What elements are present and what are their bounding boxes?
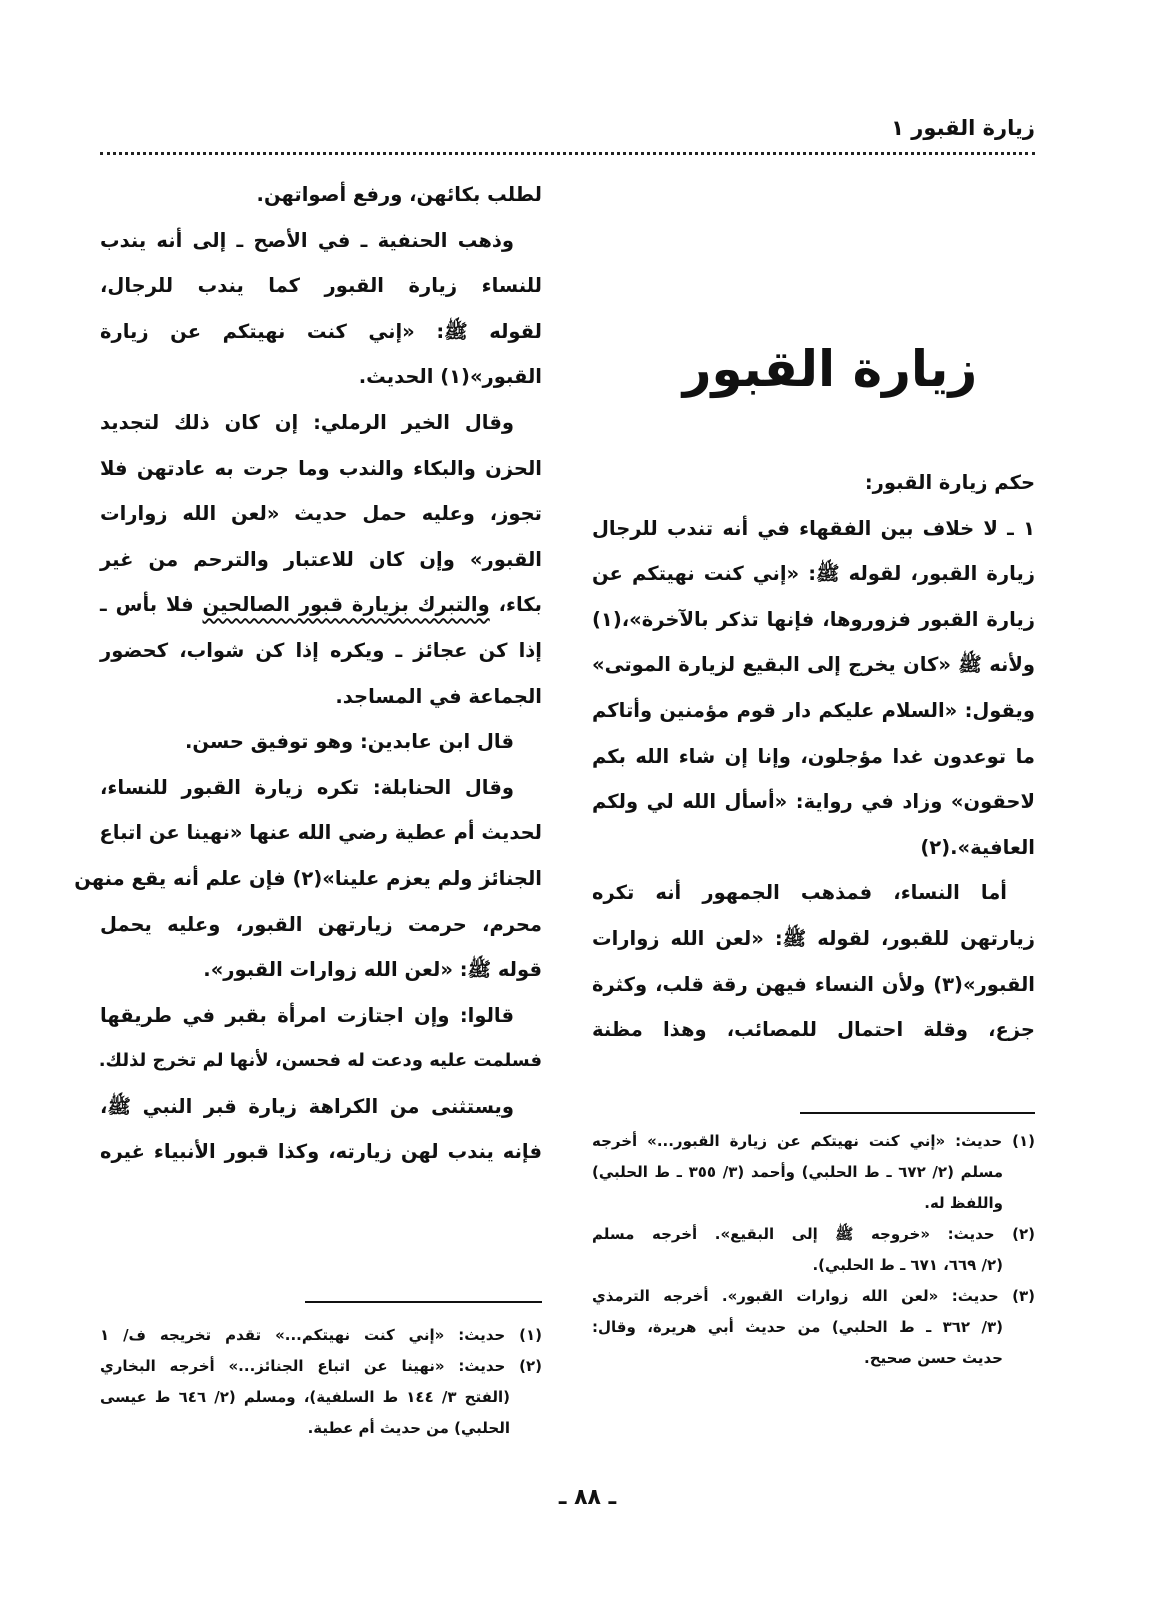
text-line: زيارتهن للقبور، لقوله ﷺ: «لعن الله زوارات [592,926,1035,950]
footnote-rule-right [800,1112,1035,1114]
text-line: زيارة القبور فزوروها، فإنها تذكر بالآخرة»،(١) [592,607,1035,631]
text-line: الحزن والبكاء والندب وما جرت به عادتهن فلا [100,456,542,480]
header-dotted-divider [100,152,1035,155]
text-line: ويقول: «السلام عليكم دار قوم مؤمنين وأتاكم [592,698,1035,722]
text-line: لقوله ﷺ: «إني كنت نهيتكم عن زيارة [100,319,542,343]
text-line: زيارة القبور، لقوله ﷺ: «إني كنت نهيتكم عن [592,562,1035,586]
footnotes-left [100,1320,542,1444]
text-line: لحديث أم عطية رضي الله عنها «نهينا عن اتباع [99,821,542,845]
footnote-line: (٣) حديث: «لعن الله زوارات القبور». أخرجه الترمذي [592,1287,1035,1305]
text-segment: فلا بأس ـ [100,593,203,617]
text-line: تجوز، وعليه حمل حديث «لعن الله زوارات [100,502,542,526]
text-line: الجماعة في المساجد. [335,684,542,708]
running-head: زيارة القبور ١ [891,116,1035,140]
footnote-rule-left [305,1301,542,1303]
footnote-line: (١) حديث: «إني كنت نهيتكم...» تقدم تخريجه ف/ ١ [100,1326,542,1344]
text-line: قالوا: وإن اجتازت امرأة بقبر في طريقها [100,1003,514,1027]
text-line: وقال الحنابلة: تكره زيارة القبور للنساء، [100,775,514,799]
text-line: لطلب بكائهن، ورفع أصواتهن. [256,183,542,206]
text-line: ما توعدون غدا مؤجلون، وإنا إن شاء الله بكم [592,744,1035,768]
footnote-line: واللفظ له. [924,1194,1003,1212]
text-line: قوله ﷺ: «لعن الله زوارات القبور». [203,958,542,982]
text-line: ولأنه ﷺ «كان يخرج إلى البقيع لزيارة الموتى» [592,653,1035,677]
right-column [592,460,1035,1053]
text-line: لاحقون» وزاد في رواية: «أسأل الله لي ولكم [592,790,1035,814]
footnote-line: (٣/ ٣٦٢ ـ ط الحلبي) من حديث أبي هريرة، وقال: [592,1318,1003,1336]
text-line: القبور» وإن كان للاعتبار والترحم من غير [100,547,542,571]
text-line: قال ابن عابدين: وهو توفيق حسن. [185,730,514,754]
footnote-line: (٢) حديث: «نهينا عن اتباع الجنائز...» أخرجه البخاري [100,1357,542,1375]
text-line: القبور»(٣) ولأن النساء فيهن رقة قلب، وكثرة [592,972,1035,996]
footnote-line: (الفتح ٣/ ١٤٤ ط السلفية)، ومسلم (٢/ ٦٤٦ ط عيسى [100,1388,510,1406]
text-segment: بكاء، [489,593,543,617]
text-line: القبور»(١) الحديث. [358,365,542,389]
text-line: الجنائز ولم يعزم علينا»(٢) فإن علم أنه يقع منهن [74,866,542,890]
page-title: زيارة القبور [682,340,978,398]
footnote-line: (٢/ ٦٦٩، ٦٧١ ـ ط الحلبي). [812,1256,1003,1274]
text-line: إذا كن عجائز ـ ويكره إذا كن شواب، كحضور [100,638,542,662]
footnotes-right [592,1126,1035,1374]
footnote-line: (١) حديث: «إني كنت نهيتكم عن زيارة القبور...» أخرجه [592,1132,1035,1150]
footnote-line: مسلم (٢/ ٦٧٢ ـ ط الحلبي) وأحمد (٣/ ٣٥٥ ـ ط الحلبي) [592,1163,1004,1181]
text-line: أما النساء، فمذهب الجمهور أنه تكره [592,881,1007,905]
text-line: جزع، وقلة احتمال للمصائب، وهذا مظنة [592,1018,1035,1042]
underlined-phrase: والتبرك بزيارة قبور الصالحين [202,593,490,617]
text-line: للنساء زيارة القبور كما يندب للرجال، [100,274,542,298]
text-line: فسلمت عليه ودعت له فحسن، لأنها لم تخرج لذلك. [98,1050,542,1072]
left-column [74,172,543,1175]
text-line: العافية».(٢) [920,835,1035,859]
text-line: وذهب الحنفية ـ في الأصح ـ إلى أنه يندب [100,228,514,252]
text-line: ١ ـ لا خلاف بين الفقهاء في أنه تندب للرجال [592,516,1035,540]
text-line: فإنه يندب لهن زيارته، وكذا قبور الأنبياء غيره [100,1140,542,1164]
text-line: ويستثنى من الكراهة زيارة قبر النبي ﷺ، [100,1094,514,1118]
footnote-line: حديث حسن صحيح. [864,1349,1003,1367]
text-line: محرم، حرمت زيارتهن القبور، وعليه يحمل [100,912,542,936]
footnote-line: (٢) حديث: «خروجه ﷺ إلى البقيع». أخرجه مسلم [592,1225,1035,1243]
footnote-line: الحلبي) من حديث أم عطية. [307,1419,510,1437]
text-line: وقال الخير الرملي: إن كان ذلك لتجديد [100,410,514,434]
page-number: ـ ٨٨ ـ [558,1485,617,1510]
text-line [100,582,542,628]
section-heading: حكم زيارة القبور: [864,471,1035,494]
